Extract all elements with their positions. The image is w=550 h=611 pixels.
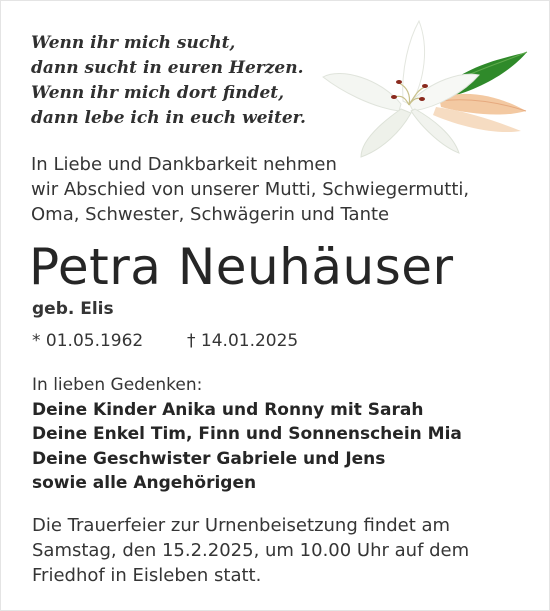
mourners-line: sowie alle Angehörigen [32,473,257,493]
service-line: Friedhof in Eisleben statt. [32,565,262,586]
intro-line: wir Abschied von unserer Mutti, Schwiegermutti, [31,179,470,200]
maiden-name: geb. Elis [32,299,114,319]
poem-line: dann sucht in euren Herzen. [31,58,304,78]
mourners-line: Deine Enkel Tim, Finn und Sonnenschein Mia [32,424,462,444]
deceased-name: Petra Neuhäuser [29,238,454,296]
service-line: Samstag, den 15.2.2025, um 10.00 Uhr auf dem [32,540,470,561]
intro-line: Oma, Schwester, Schwägerin und Tante [31,204,390,225]
mourners-line: Deine Kinder Anika und Ronny mit Sarah [32,399,424,420]
poem-line: dann lebe ich in euch weiter. [31,108,306,128]
mourners-line: Deine Geschwister Gabriele und Jens [32,448,386,469]
funeral-service-info [32,513,469,588]
mourners-section [32,373,462,496]
poem [31,31,306,131]
poem-line: Wenn ihr mich sucht, [31,33,236,53]
poem-line: Wenn ihr mich dort findet, [31,83,285,103]
intro-line: In Liebe und Dankbarkeit nehmen [31,154,337,175]
death-date: † 14.01.2025 [187,331,299,351]
service-line: Die Trauerfeier zur Urnenbeisetzung findet am [32,515,451,536]
lily-flower-icon [321,19,531,159]
life-dates [32,331,299,351]
intro-text [31,152,469,227]
mourners-heading: In lieben Gedenken: [32,375,203,395]
birth-date: * 01.05.1962 [32,331,144,351]
